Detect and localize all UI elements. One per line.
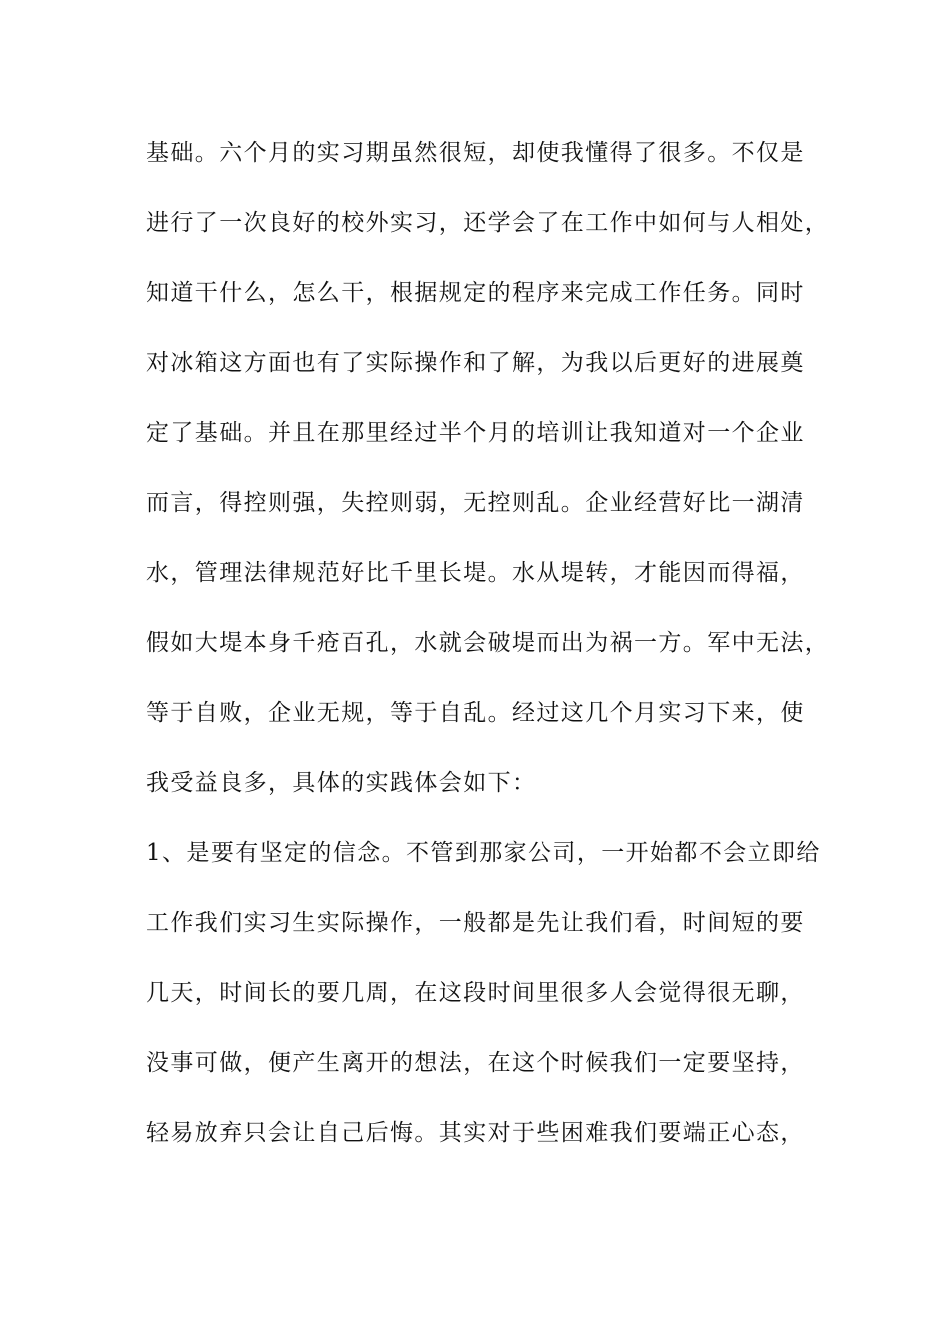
text-line: 等于自败，企业无规，等于自乱。经过这几个月实习下来，使: [146, 700, 805, 726]
text-line: 1、是要有坚定的信念。不管到那家公司，一开始都不会立即给: [146, 840, 821, 866]
text-line: 假如大堤本身千疮百孔，水就会破堤而出为祸一方。军中无法，: [146, 630, 830, 656]
text-line: 知道干什么，怎么干，根据规定的程序来完成工作任务。同时: [146, 280, 805, 306]
text-line: 而言，得控则强，失控则弱，无控则乱。企业经营好比一湖清: [146, 490, 805, 516]
text-line: 轻易放弃只会让自己后悔。其实对于些困难我们要端正心态，: [146, 1120, 805, 1146]
text-line: 没事可做，便产生离开的想法，在这个时候我们一定要坚持，: [146, 1050, 805, 1076]
body-text: [146, 126, 846, 1176]
text-line: 水，管理法律规范好比千里长堤。水从堤转，才能因而得福，: [146, 560, 805, 586]
text-line: 基础。六个月的实习期虽然很短，却使我懂得了很多。不仅是: [146, 140, 805, 166]
text-line: 工作我们实习生实际操作，一般都是先让我们看，时间短的要: [146, 910, 805, 936]
text-line: 对冰箱这方面也有了实际操作和了解，为我以后更好的进展奠: [146, 350, 805, 376]
text-line: 几天，时间长的要几周，在这段时间里很多人会觉得很无聊，: [146, 980, 805, 1006]
text-line: 进行了一次良好的校外实习，还学会了在工作中如何与人相处，: [146, 210, 830, 236]
text-line: 定了基础。并且在那里经过半个月的培训让我知道对一个企业: [146, 420, 805, 446]
text-line: 我受益良多，具体的实践体会如下：: [146, 770, 537, 796]
